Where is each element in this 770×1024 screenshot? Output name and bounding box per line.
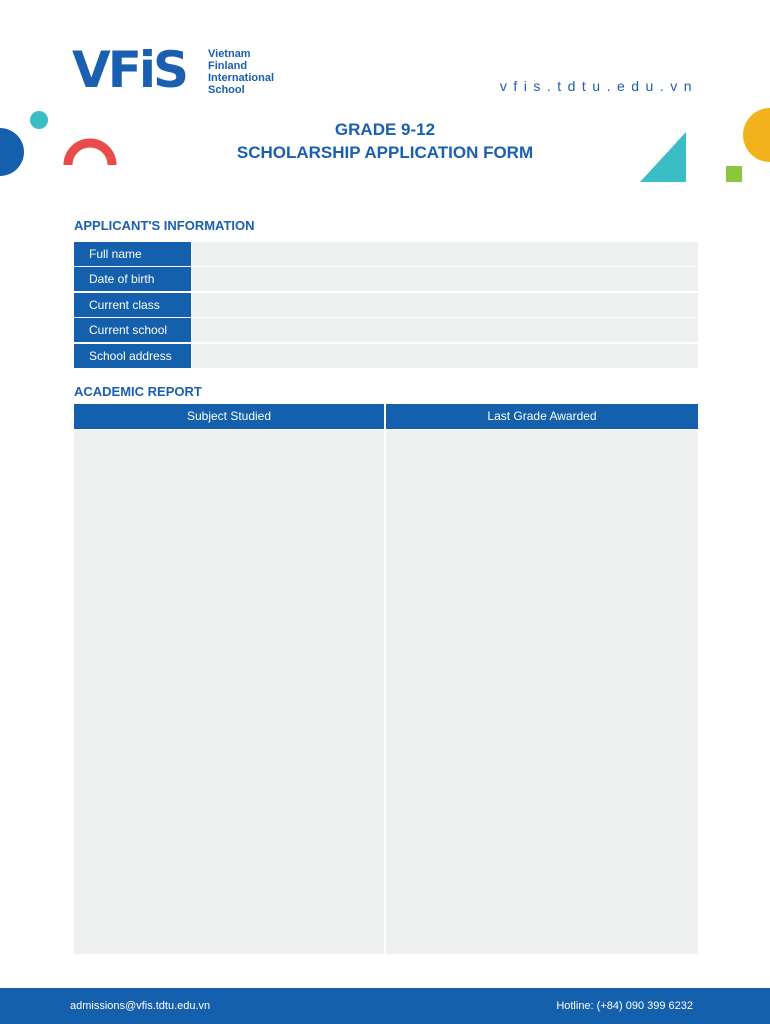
logo-line: School [208, 84, 245, 96]
subject-studied-column[interactable] [74, 430, 384, 954]
full-name-row [74, 242, 698, 266]
lime-square-decoration [726, 166, 742, 182]
date-of-birth-row [74, 267, 698, 291]
current-class-label: Current class [74, 293, 191, 317]
logo-line: Vietnam [208, 48, 251, 60]
form-title-grade: GRADE 9-12 [334, 120, 436, 139]
current-class-field[interactable] [192, 293, 698, 317]
website-url: vfis.tdtu.edu.vn [499, 78, 698, 94]
current-class-row [74, 293, 698, 317]
current-school-field[interactable] [192, 318, 698, 342]
full-name-field[interactable] [192, 242, 698, 266]
last-grade-column[interactable] [386, 430, 698, 954]
school-address-field[interactable] [192, 344, 698, 368]
footer-hotline: Hotline: (+84) 090 399 6232 [556, 1000, 693, 1012]
footer-bar [0, 988, 770, 1024]
logo-mark: VFiS [72, 41, 187, 99]
logo-line: International [208, 72, 275, 84]
subject-studied-header: Subject Studied [74, 404, 384, 429]
decorative-shapes [0, 0, 770, 200]
current-school-row [74, 318, 698, 342]
last-grade-header: Last Grade Awarded [386, 404, 698, 429]
date-of-birth-label: Date of birth [74, 267, 191, 291]
full-name-label: Full name [74, 242, 191, 266]
date-of-birth-field[interactable] [192, 267, 698, 291]
footer-email: admissions@vfis.tdtu.edu.vn [70, 1000, 211, 1012]
school-address-row [74, 344, 698, 368]
applicant-info-heading: APPLICANT'S INFORMATION [74, 218, 255, 233]
school-address-label: School address [74, 344, 191, 368]
current-school-label: Current school [74, 318, 191, 342]
form-title: SCHOLARSHIP APPLICATION FORM [236, 143, 534, 162]
academic-report-heading: ACADEMIC REPORT [74, 384, 202, 399]
logo-line: Finland [208, 60, 248, 72]
